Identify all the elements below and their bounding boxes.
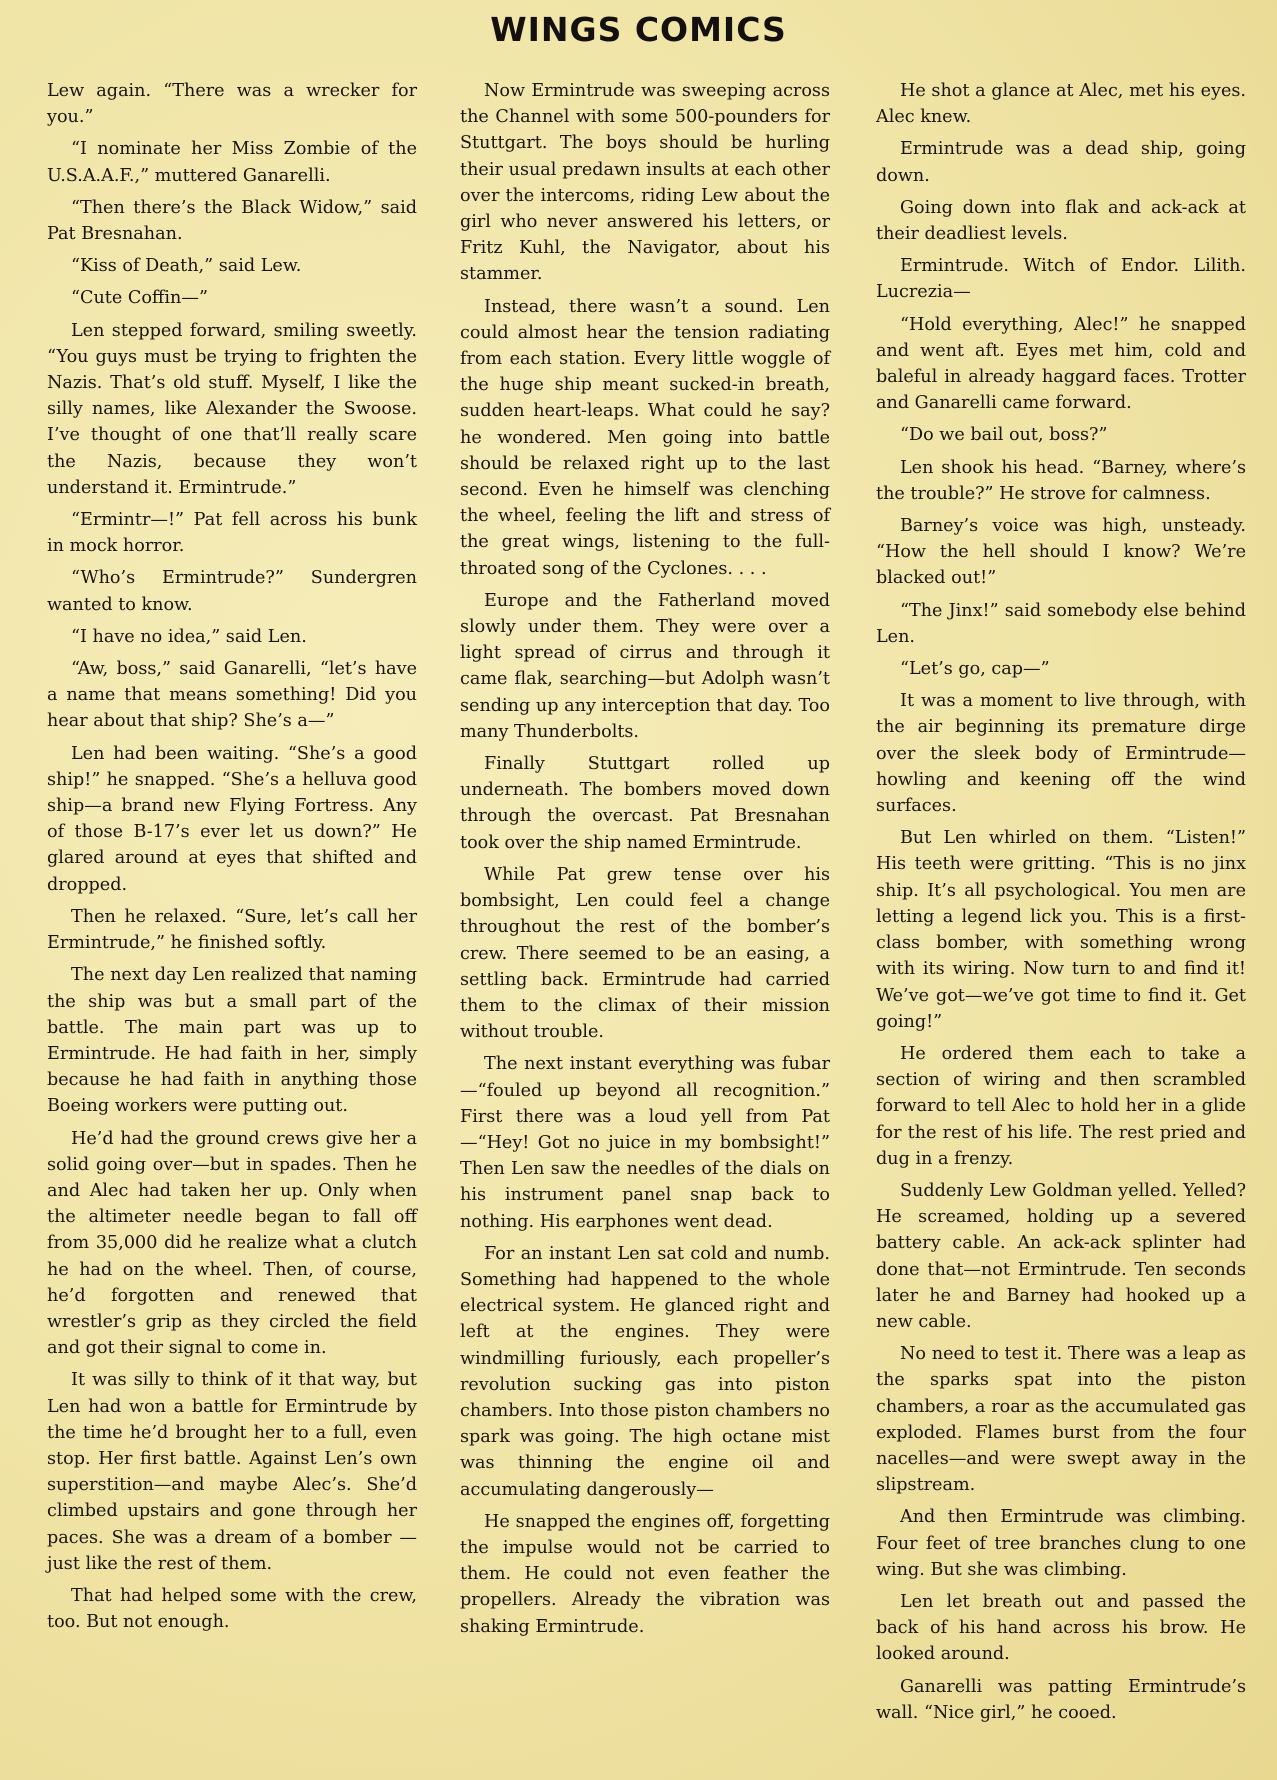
paragraph: Lew again. “There was a wrecker for you.” bbox=[47, 81, 417, 128]
paragraph: “Kiss of Death,” said Lew. bbox=[71, 256, 302, 277]
paragraph: Instead, there wasn’t a sound. Len could almost hear the tension radiating from each station. Every little woggle of the huge ship meant sucked-in breath, sudden heart-leaps. What could he say? he wondered. Men going into battle should be relaxed right up to the last second. Even he himself was clenching the wheel, feeling the lift and stress of the great wings, listening to the full-throated song of the Cyclones. . . . bbox=[460, 296, 830, 579]
paragraph: It was a moment to live through, with the air beginning its premature dirge over the sleek body of Ermintrude—howling and keening off the wind surfaces. bbox=[876, 691, 1246, 817]
paragraph: The next instant everything was fubar—“fouled up beyond all recognition.” First there was a loud yell from Pat—“Hey! Got no juice in my bombsight!” Then Len saw the needles of the dials on his instrument panel snap back to nothing. His earphones went dead. bbox=[460, 1054, 830, 1232]
paragraph: “I have no idea,” said Len. bbox=[71, 626, 307, 647]
paragraph: Then he relaxed. “Sure, let’s call her Ermintrude,” he finished softly. bbox=[47, 906, 417, 954]
paragraph: “The Jinx!” said somebody else behind Len. bbox=[876, 600, 1246, 647]
paragraph: “Then there’s the Black Widow,” said Pat Bresnahan. bbox=[47, 197, 417, 245]
paragraph: Barney’s voice was high, unsteady. “How the hell should I know? We’re blacked out!” bbox=[876, 516, 1246, 589]
paragraph: He’d had the ground crews give her a solid going over—but in spades. Then he and Alec had taken her up. Only when the altimeter needle began to fall off from 35,000 did he realize what a clutch he had on the wheel. Then, of course, he’d forgotten and renewed that wrestler’s grip as they circled the field and got their signal to come in. bbox=[47, 1128, 417, 1359]
paragraph: Europe and the Fatherland moved slowly under them. They were over a light spread of cirrus and through it came flak, searching—but Adolph wasn’t sending up any interception that day. Too many Thunderbolts. bbox=[460, 590, 830, 742]
text-column-3 bbox=[876, 78, 1246, 1732]
paragraph: While Pat grew tense over his bombsight, Len could feel a change throughout the rest of the bomber’s crew. There seemed to be an easing, a settling back. Ermintrude had carried them to the climax of their mission without trouble. bbox=[460, 864, 830, 1043]
paragraph: “Who’s Ermintrude?” Sundergren wanted to know. bbox=[47, 568, 417, 615]
text-column-2 bbox=[460, 78, 830, 1646]
paragraph: It was silly to think of it that way, but Len had won a battle for Ermintrude by the time he’d brought her to a full, even stop. Her first battle. Against Len’s own superstition—and maybe Alec’s. She’d climbed upstairs and gone through her paces. She was a dream of a bomber —just like the rest of them. bbox=[47, 1370, 417, 1574]
paragraph: Len let breath out and passed the back of his hand across his brow. He looked around. bbox=[876, 1591, 1246, 1665]
paragraph: For an instant Len sat cold and numb. Something had happened to the whole electrical system. He glanced right and left at the engines. They were windmilling furiously, each propeller’s revolution sucking gas into piston chambers. Into those piston chambers no spark was going. The high octane mist was thinning the engine oil and accumulating dangerously— bbox=[460, 1243, 830, 1500]
text-column-1 bbox=[47, 78, 417, 1641]
paragraph: And then Ermintrude was climbing. Four feet of tree branches clung to one wing. But she was climbing. bbox=[876, 1507, 1246, 1580]
paragraph: He shot a glance at Alec, met his eyes. Alec knew. bbox=[876, 81, 1246, 128]
paragraph: “Do we bail out, boss?” bbox=[900, 425, 1108, 446]
paragraph: Len had been waiting. “She’s a good ship!” he snapped. “She’s a helluva good ship—a brand new Flying Fortress. Any of those B-17’s ever let us down?” He glared around at eyes that shifted and dropped. bbox=[47, 743, 417, 895]
page-title: WINGS COMICS bbox=[490, 10, 787, 49]
paragraph: Ermintrude was a dead ship, going down. bbox=[876, 139, 1246, 186]
paragraph: No need to test it. There was a leap as the sparks spat into the piston chambers, a roar as the accumulated gas exploded. Flames burst from the four nacelles—and were swept away in the slipstream. bbox=[876, 1344, 1246, 1496]
paragraph: “Hold everything, Alec!” he snapped and went aft. Eyes met him, cold and baleful in already haggard faces. Trotter and Ganarelli came forward. bbox=[876, 314, 1246, 414]
paragraph: Ganarelli was patting Ermintrude’s wall. “Nice girl,” he cooed. bbox=[876, 1676, 1246, 1723]
paragraph: Suddenly Lew Goldman yelled. Yelled? He screamed, holding up a severed battery cable. An ack-ack splinter had done that—not Ermintrude. Ten seconds later he and Barney had hooked up a new cable. bbox=[876, 1180, 1246, 1332]
paragraph: Len stepped forward, smiling sweetly. “You guys must be trying to frighten the Nazis. That’s old stuff. Myself, I like the silly names, like Alexander the Swoose. I’ve thought of one that’ll really scare the Nazis, because they won’t understand it. Ermintrude.” bbox=[47, 320, 417, 498]
paragraph: “I nominate her Miss Zombie of the U.S.A.A.F.,” muttered Ganarelli. bbox=[47, 139, 417, 186]
paragraph: The next day Len realized that naming the ship was but a small part of the battle. The main part was up to Ermintrude. He had faith in her, simply because he had faith in anything those Boeing workers were putting out. bbox=[47, 965, 417, 1117]
paragraph: “Let’s go, cap—” bbox=[900, 659, 1050, 680]
paragraph: Finally Stuttgart rolled up underneath. The bombers moved down through the overcast. Pat Bresnahan took over the ship named Ermintrude. bbox=[460, 754, 830, 853]
paragraph: “Aw, boss,” said Ganarelli, “let’s have a name that means something! Did you hear about that ship? She’s a—” bbox=[47, 659, 417, 732]
paragraph: He snapped the engines off, forgetting the impulse would not be carried to them. He could not even feather the propellers. Already the vibration was shaking Ermintrude. bbox=[460, 1511, 830, 1637]
paragraph: Now Ermintrude was sweeping across the Channel with some 500-pounders for Stuttgart. The boys should be hurling their usual predawn insults at each other over the intercoms, riding Lew about the girl who never answered his letters, or Fritz Kuhl, the Navigator, about his stammer. bbox=[460, 81, 830, 285]
paragraph: “Ermintr—!” Pat fell across his bunk in mock horror. bbox=[47, 510, 417, 557]
paragraph: He ordered them each to take a section of wiring and then scrambled forward to tell Alec to hold her in a glide for the rest of his life. The rest pried and dug in a frenzy. bbox=[876, 1043, 1246, 1169]
paragraph: Ermintrude. Witch of Endor. Lilith. Lucrezia— bbox=[876, 256, 1246, 303]
paragraph: That had helped some with the crew, too. But not enough. bbox=[47, 1585, 417, 1633]
paragraph: Len shook his head. “Barney, where’s the trouble?” He strove for calmness. bbox=[876, 457, 1246, 504]
paragraph: But Len whirled on them. “Listen!” His teeth were gritting. “This is no jinx ship. It’s all psychological. You men are letting a legend lick you. This is a first-class bomber, with something wrong with its wiring. Now turn to and find it! We’ve got—we’ve got time to find it. Get going!” bbox=[876, 828, 1246, 1032]
paragraph: Going down into flak and ack-ack at their deadliest levels. bbox=[876, 197, 1246, 245]
paragraph: “Cute Coffin—” bbox=[71, 288, 208, 309]
